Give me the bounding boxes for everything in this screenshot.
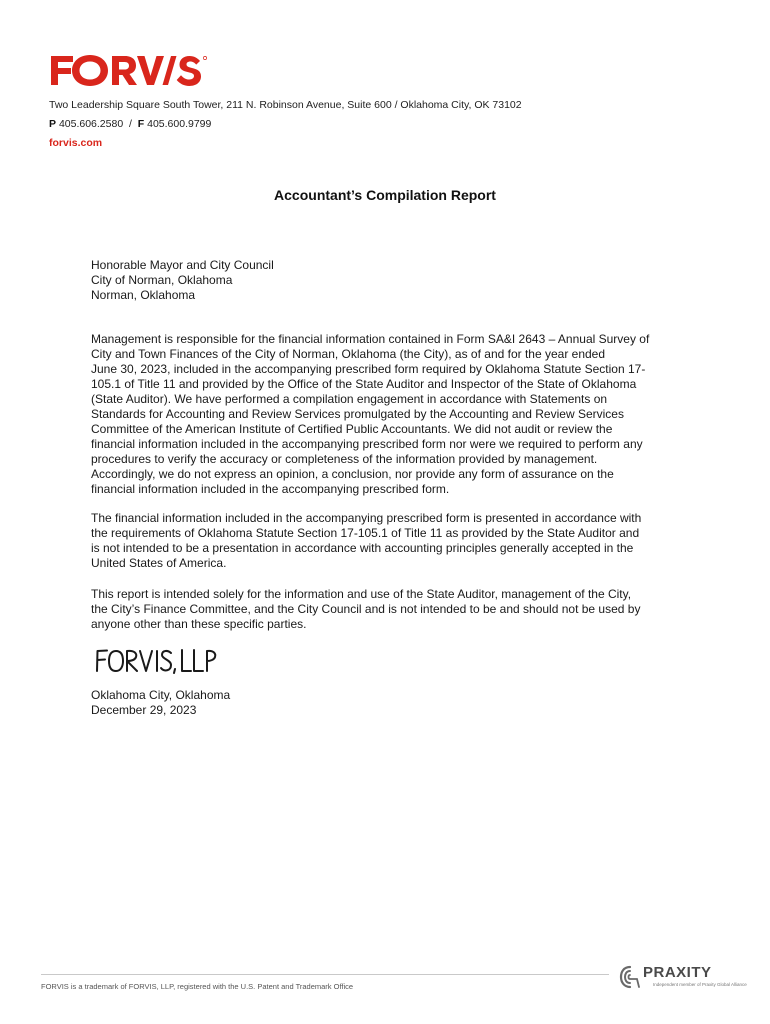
footer-trademark-notice: FORVIS is a trademark of FORVIS, LLP, registered with the U.S. Patent and Trademark Office: [41, 982, 354, 991]
praxity-mark-icon: [619, 965, 641, 989]
paragraph-line: Committee of the American Institute of Certified Public Accountants. We did not audit or review the: [91, 422, 613, 436]
firm-signature: [94, 646, 218, 674]
paragraph-line: Accordingly, we do not express an opinion, a conclusion, nor provide any form of assurance on the: [91, 467, 614, 481]
addressee-line: Honorable Mayor and City Council: [91, 258, 274, 272]
phone-separator: /: [129, 118, 132, 130]
phone-number: 405.606.2580: [58, 118, 124, 130]
paragraph-line: the City’s Finance Committee, and the City Council and is not intended to be and should not be used by: [91, 602, 641, 616]
forvis-logo: [49, 52, 209, 88]
paragraph-basis-of-presentation: [91, 511, 691, 571]
paragraph-line: City and Town Finances of the City of Norman, Oklahoma (the City), as of and for the year ended: [91, 347, 606, 361]
report-title: Accountant’s Compilation Report: [274, 187, 496, 203]
praxity-logo: [619, 963, 747, 993]
addressee-block: [91, 258, 274, 303]
addressee-line: City of Norman, Oklahoma: [91, 273, 233, 287]
paragraph-line: Standards for Accounting and Review Services promulgated by the Accounting and Review Services: [91, 407, 624, 421]
praxity-wordmark: PRAXITY: [643, 964, 712, 981]
letterhead-website-link[interactable]: forvis.com: [49, 137, 103, 149]
paragraph-management-responsibility: [91, 332, 691, 497]
phone-prefix: P: [49, 118, 57, 130]
signoff-date: December 29, 2023: [91, 703, 197, 717]
paragraph-restricted-use: [91, 587, 691, 632]
letterhead-address: Two Leadership Square South Tower, 211 N. Robinson Avenue, Suite 600 / Oklahoma City, OK 73102: [49, 99, 522, 111]
letterhead-phone-fax: [49, 118, 211, 130]
paragraph-line: 105.1 of Title 11 and provided by the Office of the State Auditor and Inspector of the State of Oklahoma: [91, 377, 637, 391]
paragraph-line: Management is responsible for the financial information contained in Form SA&I 2643 – Annual Survey of: [91, 332, 650, 346]
paragraph-line: the requirements of Oklahoma Statute Section 17-105.1 of Title 11 as provided by the State Auditor and: [91, 526, 640, 540]
addressee-line: Norman, Oklahoma: [91, 288, 196, 302]
signoff-location: Oklahoma City, Oklahoma: [91, 688, 231, 702]
fax-prefix: F: [137, 118, 145, 130]
paragraph-line: United States of America.: [91, 556, 227, 570]
paragraph-line: June 30, 2023, included in the accompanying prescribed form required by Oklahoma Statute Section 17-: [91, 362, 646, 376]
signoff-block: [91, 688, 230, 718]
footer-divider: [41, 974, 609, 975]
paragraph-line: financial information included in the accompanying prescribed form.: [91, 482, 450, 496]
paragraph-line: This report is intended solely for the information and use of the State Auditor, management of the City,: [91, 587, 632, 601]
paragraph-line: (State Auditor). We have performed a compilation engagement in accordance with Statements on: [91, 392, 608, 406]
fax-number: 405.600.9799: [147, 118, 212, 130]
paragraph-line: The financial information included in the accompanying prescribed form is presented in accordance with: [91, 511, 642, 525]
paragraph-line: anyone other than these specific parties.: [91, 617, 307, 631]
paragraph-line: financial information included in the accompanying prescribed form nor were we required to perform any: [91, 437, 643, 451]
paragraph-line: is not intended to be a presentation in accordance with accounting principles generally accepted in the: [91, 541, 634, 555]
praxity-tagline: Independent member of Praxity Global Alliance: [653, 982, 747, 987]
paragraph-line: procedures to verify the accuracy or completeness of the information provided by management.: [91, 452, 598, 466]
